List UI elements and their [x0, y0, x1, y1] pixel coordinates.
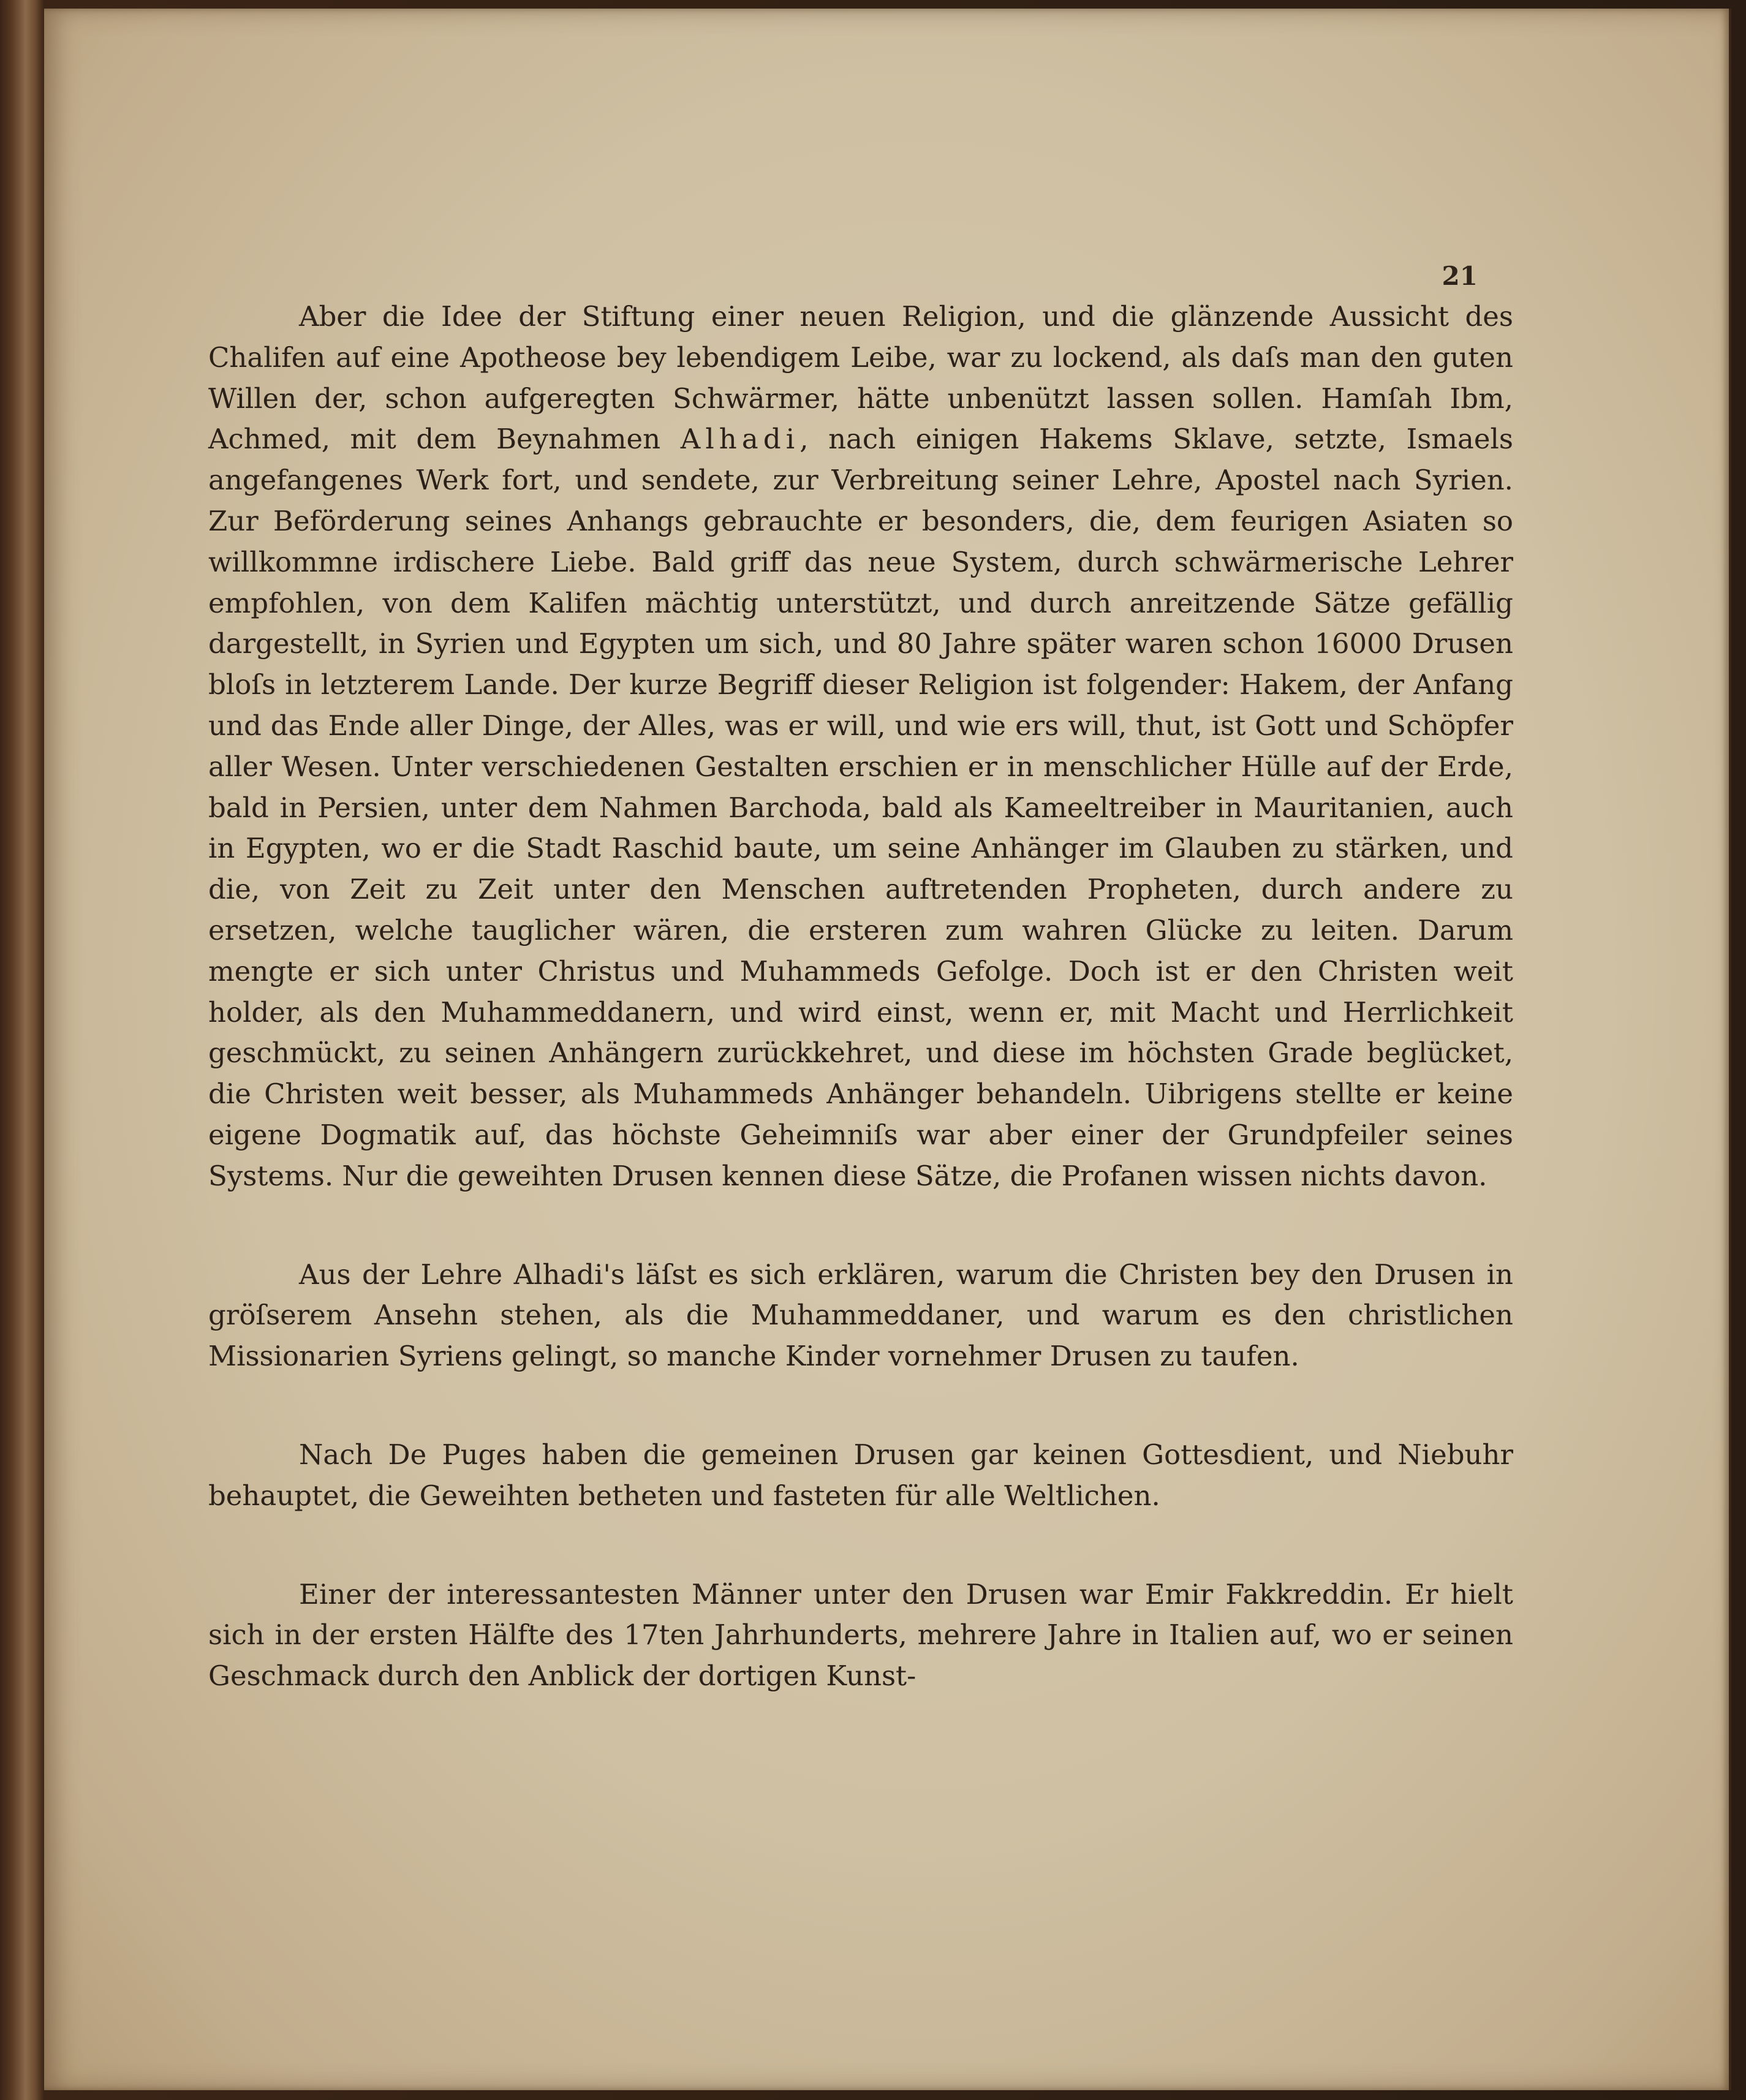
- book-page: [44, 9, 1731, 2090]
- paragraph-1-text-a: Aber die Idee der Stiftung einer neuen Religion, und die glänzende Aussicht des Chalifen auf eine Apotheose bey lebendigem Leibe, war zu lockend, als daſs man den guten Willen der, schon aufgeregten Schwärmer, hätte unbenützt lassen sollen. Hamſah Ibm, Achmed, mit dem Beynahmen: [208, 300, 1513, 456]
- paragraph-3-text: Nach De Puges haben die gemeinen Drusen gar keinen Gottesdient, und Niebuhr behauptet, die Geweihten betheten und fasteten für alle Weltlichen.: [208, 1438, 1513, 1512]
- body-text: [208, 296, 1513, 1697]
- paragraph-3: [208, 1435, 1513, 1517]
- paragraph-2: [208, 1255, 1513, 1377]
- paragraph-4: [208, 1574, 1513, 1697]
- page-number: 21: [1442, 261, 1478, 291]
- paragraph-2-text: Aus der Lehre Alhadi's läſst es sich erklären, warum die Christen bey den Drusen in gröſserem Ansehn stehen, als die Muhammeddaner, und warum es den christlichen Missionarien Syriens gelingt, so manche Kinder vornehmer Drusen zu taufen.: [208, 1258, 1513, 1373]
- paragraph-4-text: Einer der interessantesten Männer unter den Drusen war Emir Fakkreddin. Er hielt sich in der ersten Hälfte des 17ten Jahrhunderts, mehrere Jahre in Italien auf, wo er seinen Geschmack durch den Anblick der dortigen Kunst-: [208, 1577, 1513, 1693]
- paragraph-1: [208, 296, 1513, 1197]
- paragraph-1-text-b: , nach einigen Hakems Sklave, setzte, Ismaels angefangenes Werk fort, und sendete, zur Verbreitung seiner Lehre, Apostel nach Syrien. Zur Beförderung seines Anhangs gebrauchte er besonders, die, dem feurigen Asiaten so willkommne irdischere Liebe. Bald griff das neue System, durch schwärmerische Lehrer empfohlen, von dem Kalifen mächtig unterstützt, und durch anreitzende Sätze gefällig dargestellt, in Syrien und Egypten um sich, und 80 Jahre später waren schon 16000 Drusen bloſs in letzterem Lande. Der kurze Begriff dieser Religion ist folgender: Hakem, der Anfang und das Ende aller Dinge, der Alles, was er will, und wie ers will, thut, ist Gott und Schöpfer aller Wesen. Unter verschiedenen Gestalten erschien er in menschlicher Hülle auf der Erde, bald in Persien, unter dem Nahmen Barchoda, bald als Kameeltreiber in Mauritanien, auch in Egypten, wo er die Stadt Raschid baute, um seine Anhänger im Glauben zu stärken, und die, von Zeit zu Zeit unter den Menschen auftretenden Propheten, durch andere zu ersetzen, welche tauglicher wären, die ersteren zum wahren Glücke zu leiten. Darum mengte er sich unter Christus und Muhammeds Gefolge. Doch ist er den Christen weit holder, als den Muhammeddanern, und wird einst, wenn er, mit Macht und Herrlichkeit geschmückt, zu seinen Anhängern zurückkehret, und diese im höchsten Grade beglücket, die Christen weit besser, als Muhammeds Anhänger behandeln. Uibrigens stellte er keine eigene Dogmatik auf, das höchste Geheimniſs war aber einer der Grundpfeiler seines Systems. Nur die geweihten Drusen kennen diese Sätze, die Profanen wissen nichts davon.: [208, 423, 1514, 1192]
- paragraph-1-emphasis: Alhadi: [680, 423, 800, 456]
